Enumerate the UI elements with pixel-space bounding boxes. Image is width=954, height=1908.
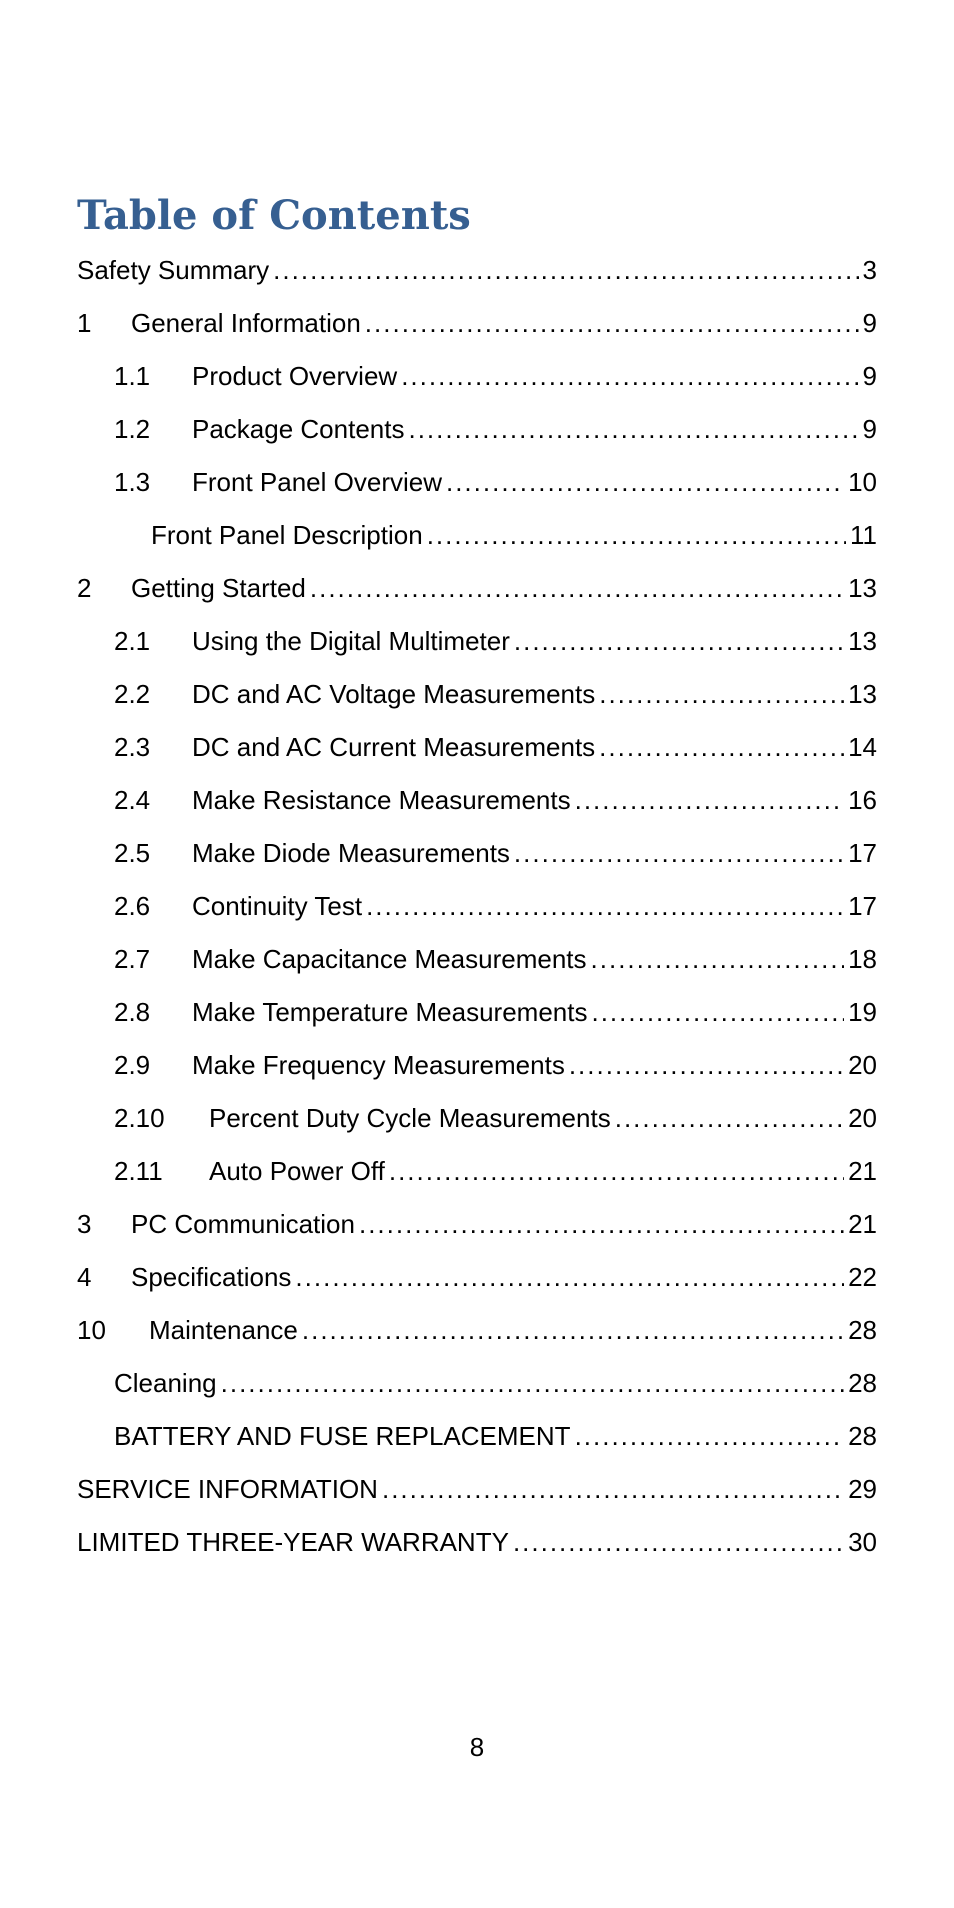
toc-entry[interactable]	[77, 1410, 877, 1463]
toc-entry-title: Front Panel Description	[151, 509, 427, 562]
dot-leader	[401, 350, 858, 403]
dot-leader	[382, 1463, 844, 1516]
toc-entry-page: 13	[848, 679, 877, 709]
dot-leader	[302, 1304, 844, 1357]
toc-entry[interactable]	[77, 1039, 877, 1092]
toc-entry-page: 9	[862, 361, 877, 391]
toc-entry-leader-line	[192, 774, 877, 827]
dot-leader	[615, 1092, 844, 1145]
toc-entry-title: Maintenance	[149, 1304, 302, 1357]
toc-entry-number: 10	[77, 1315, 106, 1345]
toc-entry-leader-line	[131, 297, 877, 350]
toc-entry-leader-line	[114, 1410, 877, 1463]
toc-entry[interactable]	[77, 509, 877, 562]
toc-entry-leader-line	[131, 1198, 877, 1251]
toc-entry[interactable]	[77, 615, 877, 668]
toc-entry-title: Safety Summary	[77, 244, 273, 297]
toc-entry-leader-line	[192, 456, 877, 509]
toc-entry-page: 9	[862, 414, 877, 444]
toc-entry-title: Make Frequency Measurements	[192, 1039, 569, 1092]
toc-entry[interactable]	[77, 562, 877, 615]
toc-entry-page: 13	[848, 573, 877, 603]
toc-entry-page: 9	[862, 308, 877, 338]
toc-entry-number: 1.1	[114, 361, 151, 391]
toc-entry-title: LIMITED THREE-YEAR WARRANTY	[77, 1516, 513, 1569]
toc-entry-title: General Information	[131, 297, 365, 350]
toc-entry-leader-line	[192, 1039, 877, 1092]
dot-leader	[591, 933, 845, 986]
toc-entry-leader-line	[192, 350, 877, 403]
toc-entry-page: 30	[848, 1527, 877, 1557]
toc-entry-number: 2.10	[114, 1103, 165, 1133]
toc-entry-number: 2.7	[114, 944, 151, 974]
toc-entry-number: 2.4	[114, 785, 151, 815]
toc-entry-page: 28	[848, 1368, 877, 1398]
toc-entry-page: 17	[848, 891, 877, 921]
toc-entry-title: Percent Duty Cycle Measurements	[209, 1092, 615, 1145]
toc-entry-leader-line	[149, 1304, 877, 1357]
toc-entry[interactable]	[77, 1092, 877, 1145]
toc-entry-title: DC and AC Voltage Measurements	[192, 668, 599, 721]
toc-entry[interactable]	[77, 1304, 877, 1357]
toc-entry[interactable]	[77, 721, 877, 774]
toc-entry[interactable]	[77, 350, 877, 403]
toc-entry-number: 2.2	[114, 679, 151, 709]
dot-leader	[575, 774, 844, 827]
toc-entry-page: 22	[848, 1262, 877, 1292]
toc-entry-page: 21	[848, 1156, 877, 1186]
toc-entry-title: Package Contents	[192, 403, 408, 456]
toc-entry[interactable]	[77, 933, 877, 986]
toc-entry-page: 3	[862, 255, 877, 285]
toc-entry-number: 2.8	[114, 997, 151, 1027]
toc-entry-title: DC and AC Current Measurements	[192, 721, 599, 774]
toc-entry[interactable]	[77, 456, 877, 509]
toc-entry-leader-line	[192, 668, 877, 721]
toc-entry-leader-line	[114, 1357, 877, 1410]
toc-entry-page: 17	[848, 838, 877, 868]
dot-leader	[514, 827, 844, 880]
toc-entry-title: Make Diode Measurements	[192, 827, 514, 880]
dot-leader	[591, 986, 844, 1039]
dot-leader	[365, 297, 859, 350]
toc-entry-leader-line	[131, 1251, 877, 1304]
dot-leader	[427, 509, 846, 562]
toc-entry-leader-line	[209, 1092, 877, 1145]
toc-entry-number: 1.2	[114, 414, 151, 444]
toc-entry-page: 20	[848, 1103, 877, 1133]
toc-entry-title: Auto Power Off	[209, 1145, 389, 1198]
toc-entry-title: Front Panel Overview	[192, 456, 446, 509]
toc-entry[interactable]	[77, 297, 877, 350]
toc-entry[interactable]	[77, 827, 877, 880]
toc-entry-page: 11	[850, 520, 877, 550]
dot-leader	[514, 615, 844, 668]
toc-entry-number: 1	[77, 308, 92, 338]
dot-leader	[359, 1198, 844, 1251]
toc-entry[interactable]	[77, 1145, 877, 1198]
table-of-contents	[77, 244, 877, 1569]
toc-entry-title: BATTERY AND FUSE REPLACEMENT	[114, 1410, 575, 1463]
toc-entry[interactable]	[77, 1357, 877, 1410]
toc-heading: Table of Contents	[77, 192, 471, 239]
toc-entry-title: Make Resistance Measurements	[192, 774, 575, 827]
toc-entry[interactable]	[77, 1463, 877, 1516]
toc-entry-title: Make Temperature Measurements	[192, 986, 591, 1039]
toc-entry-number: 2.3	[114, 732, 151, 762]
toc-entry-page: 20	[848, 1050, 877, 1080]
toc-entry-page: 21	[848, 1209, 877, 1239]
toc-entry-leader-line	[192, 880, 877, 933]
toc-entry-leader-line	[151, 509, 877, 562]
toc-entry[interactable]	[77, 244, 877, 297]
toc-entry[interactable]	[77, 1198, 877, 1251]
dot-leader	[569, 1039, 844, 1092]
dot-leader	[389, 1145, 844, 1198]
toc-entry[interactable]	[77, 986, 877, 1039]
toc-entry-page: 19	[848, 997, 877, 1027]
toc-entry-page: 28	[848, 1315, 877, 1345]
toc-entry-page: 10	[848, 467, 877, 497]
toc-entry-number: 1.3	[114, 467, 151, 497]
toc-entry-title: SERVICE INFORMATION	[77, 1463, 382, 1516]
toc-entry[interactable]	[77, 880, 877, 933]
toc-entry-number: 2.5	[114, 838, 151, 868]
dot-leader	[408, 403, 858, 456]
toc-entry-leader-line	[131, 562, 877, 615]
toc-entry-leader-line	[192, 933, 877, 986]
toc-entry-page: 13	[848, 626, 877, 656]
toc-entry-title: Cleaning	[114, 1357, 221, 1410]
toc-entry-title: Continuity Test	[192, 880, 366, 933]
dot-leader	[221, 1357, 844, 1410]
toc-entry-number: 2.11	[114, 1156, 163, 1186]
toc-entry-number: 2.6	[114, 891, 151, 921]
toc-entry-page: 18	[848, 944, 877, 974]
dot-leader	[599, 668, 844, 721]
toc-entry[interactable]	[77, 1251, 877, 1304]
toc-entry-leader-line	[209, 1145, 877, 1198]
toc-entry-number: 2.9	[114, 1050, 151, 1080]
toc-entry-number: 2.1	[114, 626, 151, 656]
dot-leader	[575, 1410, 845, 1463]
toc-entry-number: 3	[77, 1209, 92, 1239]
dot-leader	[310, 562, 844, 615]
toc-entry-title: Getting Started	[131, 562, 310, 615]
dot-leader	[295, 1251, 844, 1304]
page-number: 8	[469, 1732, 485, 1762]
toc-entry-title: PC Communication	[131, 1198, 359, 1251]
toc-entry-title: Specifications	[131, 1251, 295, 1304]
toc-entry[interactable]	[77, 774, 877, 827]
toc-entry[interactable]	[77, 1516, 877, 1569]
dot-leader	[599, 721, 844, 774]
toc-entry-number: 4	[77, 1262, 92, 1292]
toc-entry-leader-line	[192, 615, 877, 668]
toc-entry[interactable]	[77, 403, 877, 456]
dot-leader	[273, 244, 858, 297]
toc-entry-leader-line	[77, 1516, 877, 1569]
toc-entry-title: Product Overview	[192, 350, 401, 403]
dot-leader	[446, 456, 844, 509]
toc-entry-page: 14	[848, 732, 877, 762]
toc-entry-leader-line	[77, 1463, 877, 1516]
toc-entry-title: Using the Digital Multimeter	[192, 615, 514, 668]
toc-entry-leader-line	[192, 721, 877, 774]
toc-entry[interactable]	[77, 668, 877, 721]
dot-leader	[513, 1516, 844, 1569]
toc-entry-number: 2	[77, 573, 92, 603]
toc-entry-leader-line	[77, 244, 877, 297]
toc-entry-leader-line	[192, 827, 877, 880]
toc-entry-page: 28	[848, 1421, 877, 1451]
toc-entry-page: 29	[848, 1474, 877, 1504]
toc-entry-leader-line	[192, 403, 877, 456]
toc-entry-title: Make Capacitance Measurements	[192, 933, 591, 986]
toc-entry-leader-line	[192, 986, 877, 1039]
toc-entry-page: 16	[848, 785, 877, 815]
dot-leader	[366, 880, 844, 933]
